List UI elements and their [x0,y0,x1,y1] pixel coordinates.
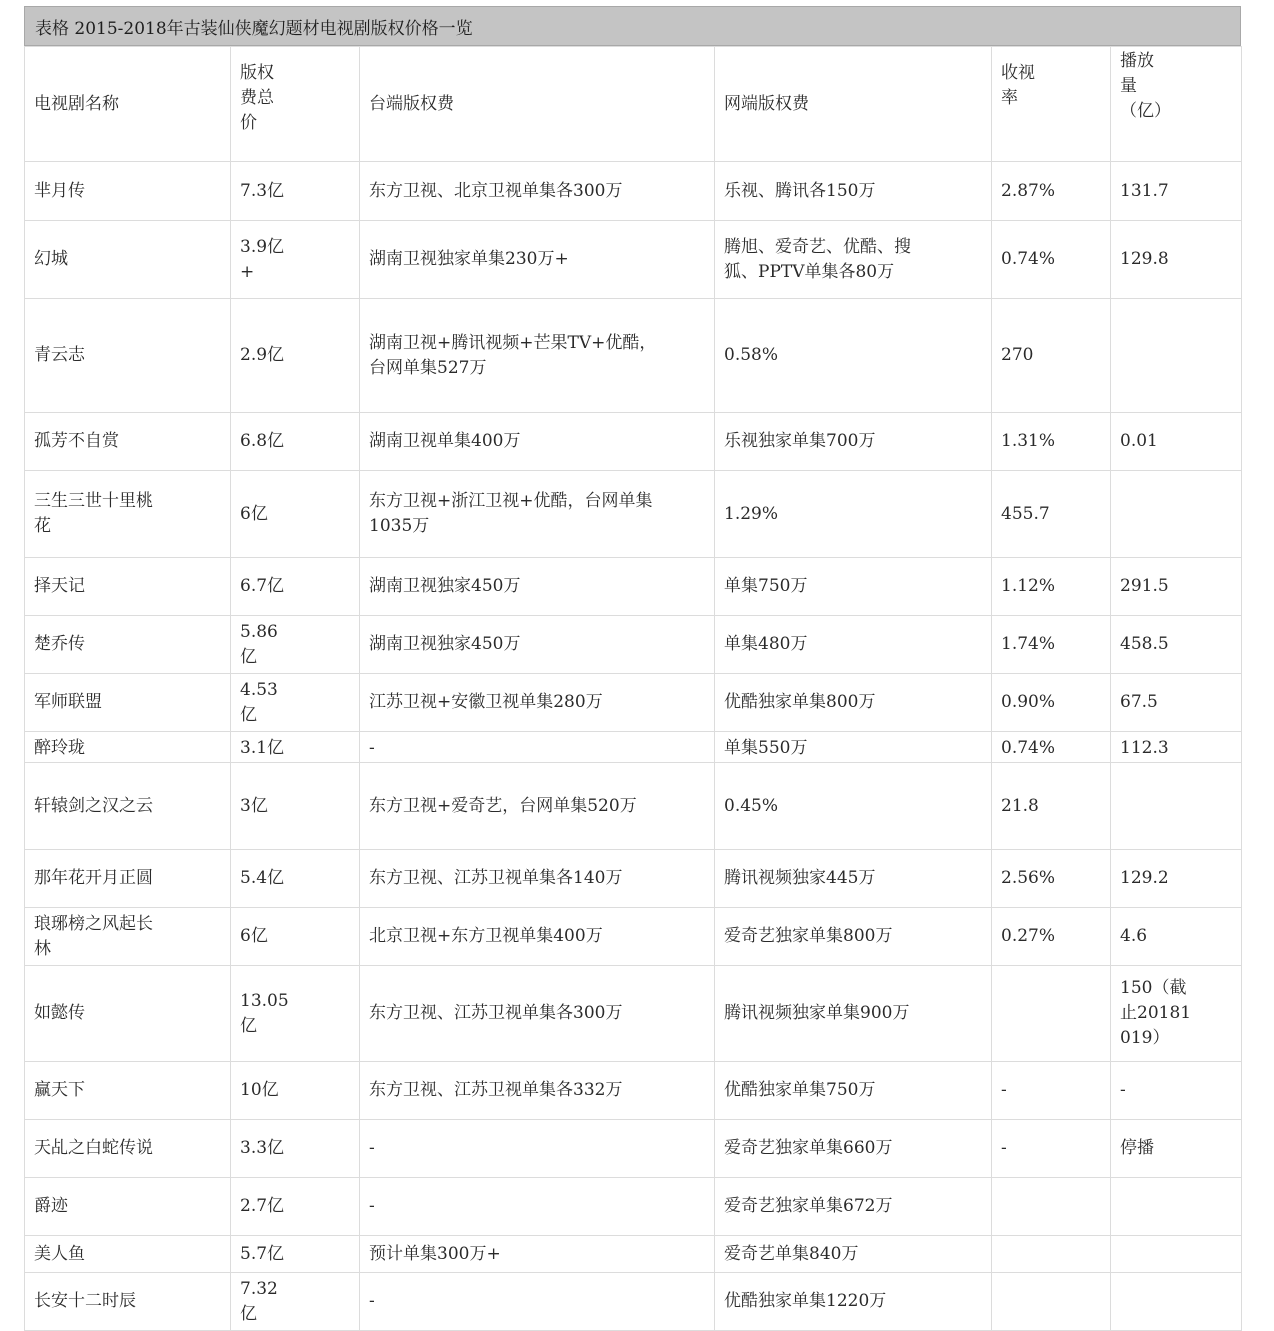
table-cell: 停播 [1111,1120,1242,1178]
table-cell: 4.6 [1111,908,1242,966]
table-cell: 0.58% [715,299,992,413]
table-row [25,616,1242,674]
table-cell [1111,299,1242,413]
table-cell: 东方卫视、江苏卫视单集各140万 [360,850,715,908]
column-header: 网端版权费 [715,47,992,162]
table-cell: 6.8亿 [231,413,360,471]
table-cell: 3.9亿+ [231,221,360,299]
table-cell: 129.8 [1111,221,1242,299]
table-row [25,1062,1242,1120]
table-cell: 乐视独家单集700万 [715,413,992,471]
table-cell: 0.45% [715,763,992,850]
table-cell: 爱奇艺单集840万 [715,1236,992,1273]
table-cell: 东方卫视、江苏卫视单集各300万 [360,966,715,1062]
table-row [25,162,1242,221]
table-cell: 6亿 [231,471,360,558]
table-cell: 湖南卫视独家单集230万+ [360,221,715,299]
table-cell: 458.5 [1111,616,1242,674]
table-cell: 455.7 [992,471,1111,558]
table-cell: 2.9亿 [231,299,360,413]
table-cell: 如懿传 [25,966,231,1062]
table-cell: 112.3 [1111,732,1242,763]
table-cell: - [992,1062,1111,1120]
table-cell: 7.32亿 [231,1273,360,1331]
table-cell: 3亿 [231,763,360,850]
table-cell: 江苏卫视+安徽卫视单集280万 [360,674,715,732]
table-cell [1111,1236,1242,1273]
table-cell: 6.7亿 [231,558,360,616]
table-cell: 赢天下 [25,1062,231,1120]
table-cell: 7.3亿 [231,162,360,221]
table-cell: 0.27% [992,908,1111,966]
table-cell: 129.2 [1111,850,1242,908]
table-cell: 5.86亿 [231,616,360,674]
table-cell: 择天记 [25,558,231,616]
table-row [25,413,1242,471]
table-cell: 醉玲珑 [25,732,231,763]
table-cell: 单集550万 [715,732,992,763]
table-cell: 琅琊榜之风起长林 [25,908,231,966]
table-cell: 湖南卫视+腾讯视频+芒果TV+优酷，台网单集527万 [360,299,715,413]
table-cell: 0.74% [992,732,1111,763]
table-cell: 1.12% [992,558,1111,616]
table-cell [1111,1178,1242,1236]
table-row [25,850,1242,908]
table-cell: 军师联盟 [25,674,231,732]
column-header: 电视剧名称 [25,47,231,162]
table-cell: 幻城 [25,221,231,299]
column-header: 台端版权费 [360,47,715,162]
table-cell: 2.87% [992,162,1111,221]
table-cell: 291.5 [1111,558,1242,616]
table-cell [992,1178,1111,1236]
table-cell: 0.74% [992,221,1111,299]
table-row [25,558,1242,616]
table-cell: 天乩之白蛇传说 [25,1120,231,1178]
table-cell: 长安十二时辰 [25,1273,231,1331]
table-cell: 13.05亿 [231,966,360,1062]
table-row [25,221,1242,299]
table-cell: 5.4亿 [231,850,360,908]
table-cell: - [360,1120,715,1178]
table-cell: 腾旭、爱奇艺、优酷、搜狐、PPTV单集各80万 [715,221,992,299]
table-cell [992,966,1111,1062]
table-cell: 爱奇艺独家单集660万 [715,1120,992,1178]
table-cell: 1.74% [992,616,1111,674]
table-cell: 青云志 [25,299,231,413]
price-table [24,46,1242,1331]
table-cell: 爵迹 [25,1178,231,1236]
table-row [25,966,1242,1062]
table-cell: 单集480万 [715,616,992,674]
table-cell: - [1111,1062,1242,1120]
table-cell: 270 [992,299,1111,413]
table-cell: 乐视、腾讯各150万 [715,162,992,221]
table-cell: - [360,732,715,763]
table-cell: 优酷独家单集750万 [715,1062,992,1120]
table-cell: 湖南卫视单集400万 [360,413,715,471]
table-cell: 优酷独家单集800万 [715,674,992,732]
header-row [25,47,1242,162]
table-cell: 腾讯视频独家单集900万 [715,966,992,1062]
table-cell: 3.3亿 [231,1120,360,1178]
table-row [25,674,1242,732]
table-cell: 孤芳不自赏 [25,413,231,471]
table-cell: 4.53亿 [231,674,360,732]
table-cell: 三生三世十里桃花 [25,471,231,558]
table-cell: - [360,1273,715,1331]
table-cell [992,1236,1111,1273]
table-cell: 1.31% [992,413,1111,471]
table-cell: 5.7亿 [231,1236,360,1273]
column-header: 版权费总价 [231,47,360,162]
table-cell: 湖南卫视独家450万 [360,558,715,616]
table-cell: 爱奇艺独家单集672万 [715,1178,992,1236]
table-cell: 21.8 [992,763,1111,850]
table-cell: 2.56% [992,850,1111,908]
table-row [25,1236,1242,1273]
table-cell: 东方卫视+爱奇艺，台网单集520万 [360,763,715,850]
table-cell: 150（截止20181019） [1111,966,1242,1062]
table-row [25,1178,1242,1236]
table-row [25,763,1242,850]
column-header: 播放量（亿） [1111,47,1242,162]
table-cell: 芈月传 [25,162,231,221]
table-cell: 楚乔传 [25,616,231,674]
table-cell: 爱奇艺独家单集800万 [715,908,992,966]
table-cell: 2.7亿 [231,1178,360,1236]
table-cell: 美人鱼 [25,1236,231,1273]
table-cell: 67.5 [1111,674,1242,732]
table-cell: 1.29% [715,471,992,558]
table-cell: 轩辕剑之汉之云 [25,763,231,850]
table-cell: - [360,1178,715,1236]
table-row [25,1120,1242,1178]
table-cell: - [992,1120,1111,1178]
table-row [25,732,1242,763]
table-row [25,471,1242,558]
table-cell: 东方卫视、北京卫视单集各300万 [360,162,715,221]
table-cell: 湖南卫视独家450万 [360,616,715,674]
table-row [25,299,1242,413]
document [24,6,1241,1331]
table-cell: 131.7 [1111,162,1242,221]
table-cell [1111,471,1242,558]
table-cell: 腾讯视频独家445万 [715,850,992,908]
table-cell: 单集750万 [715,558,992,616]
table-cell: 0.01 [1111,413,1242,471]
table-cell: 3.1亿 [231,732,360,763]
table-cell: 北京卫视+东方卫视单集400万 [360,908,715,966]
table-cell: 10亿 [231,1062,360,1120]
table-cell: 优酷独家单集1220万 [715,1273,992,1331]
table-cell: 0.90% [992,674,1111,732]
table-cell [1111,763,1242,850]
table-cell: 东方卫视+浙江卫视+优酷，台网单集1035万 [360,471,715,558]
table-cell [992,1273,1111,1331]
table-caption: 表格 2015-2018年古装仙侠魔幻题材电视剧版权价格一览 [24,6,1241,46]
table-row [25,908,1242,966]
table-cell [1111,1273,1242,1331]
table-cell: 东方卫视、江苏卫视单集各332万 [360,1062,715,1120]
column-header: 收视率 [992,47,1111,162]
table-cell: 预计单集300万+ [360,1236,715,1273]
table-cell: 那年花开月正圆 [25,850,231,908]
table-row [25,1273,1242,1331]
table-cell: 6亿 [231,908,360,966]
